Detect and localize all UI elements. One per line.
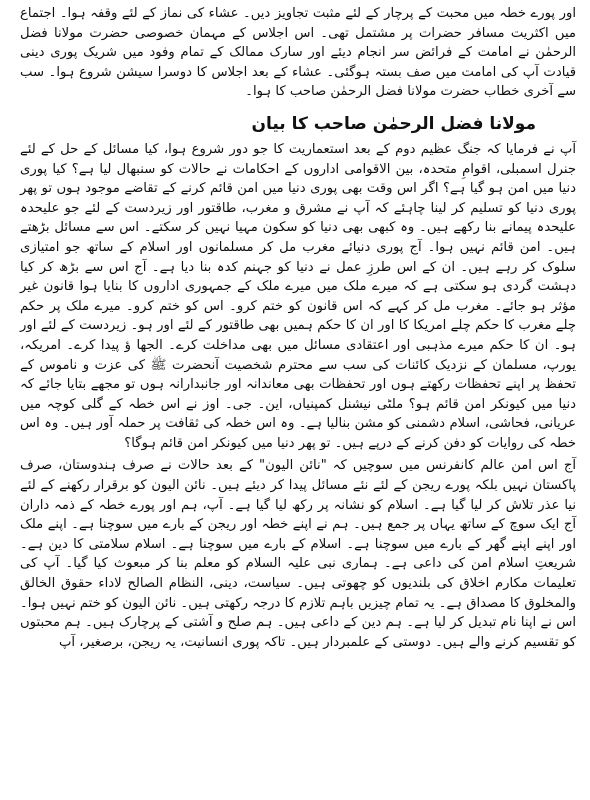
- intro-paragraph: اور پورے خطہ میں محبت کے پرچار کے لئے مثبت تجاویز دیں۔ عشاء کی نماز کے لئے وقفہ ہوا۔ اجتماع میں اکثریت مسافر حضرات پر مشتمل تھی۔ اس اجلاس کے مہمان خصوصی حضرت مولانا فضل الرحمٰن نے امامت کے فرائض سر انجام دیئے اور سارک ممالک کے تمام وفود میں شریک پوری دینی قیادت آپ کی امامت میں صف بستہ ہوگئی۔ عشاء کے بعد اجلاس کا دوسرا سیشن شروع ہوا۔ سب سے آخری خطاب حضرت مولانا فضل الرحمٰن صاحب کا ہوا۔: [20, 6, 576, 100]
- section-heading: مولانا فضل الرحمٰن صاحب کا بیان: [251, 113, 536, 134]
- body-paragraph-2: آج اس امن عالم کانفرنس میں سوچیں کہ "نائن الیون" کے بعد حالات نے صرف ہندوستان، صرف پاکستان نہیں بلکہ پورے ریجن کے لئے نئے مسائل پیدا کر دیئے ہیں۔ نائن الیون کو برقرار رکھنے کے لئے نیا عذر تلاش کر لیا گیا ہے۔ اسلام کو نشانہ پر رکھ لیا گیا ہے۔ آپ، ہم اور پورے خطہ کے ذمہ داران آج ایک سوچ کے ساتھ یہاں پر جمع ہیں۔ ہم نے اپنے خطہ اور ریجن کے بارے میں سوچنا ہے۔ اپنے ملک اور اپنے اپنے گھر کے بارے میں سوچنا ہے۔ اسلام کے بارے میں سوچنا ہے۔ اسلام سلامتی کا دین ہے۔ شریعتِ اسلام امن کی داعی ہے۔ ہماری نبی علیہ السلام کو معلم بنا کر مبعوث کیا گیا۔ آپ کی تعلیمات مکارم اخلاق کی بلندیوں کو چھوتی ہیں۔ سیاست، دینی، النظام الصالح لاداء حقوق الخالق والمخلوق کا مصداق ہے۔ یہ تمام چیزیں باہم تلازم کا درجہ رکھتی ہیں۔ نائن الیون کو ختم نہیں ہوا۔ اس نے اپنا نام تبدیل کر لیا ہے۔ ہم دین کے داعی ہیں۔ ہم صلح و آشتی کے پرچارک ہیں۔ ہم محبتوں کو تقسیم کرنے والے ہیں۔ دوستی کے علمبردار ہیں۔ تاکہ پوری انسانیت، یہ ریجن، برصغیر، آپ: [20, 458, 576, 650]
- body-paragraph-1: آپ نے فرمایا کہ جنگ عظیم دوم کے بعد استعماریت کا جو دور شروع ہوا، کیا مسائل کے حل کے لئے جنرل اسمبلی، اقوامِ متحدہ، بین الاقوامی اداروں کے احکامات نے حالات کو سنبھال لیا ہے؟ کیا پوری دنیا میں امن ہو گیا ہے؟ اگر اس وقت بھی پوری دنیا میں امن قائم کرنے کے تقاضے موجود ہوں تو پھر پوری دنیا کو تسلیم کر لینا چاہئے کہ آپ نے مشرق و مغرب، طاقتور اور زیردست کے لئے جو علیحدہ علیحدہ پیمانے بنا رکھے ہیں۔ وہ کبھی بھی دنیا کو سکون مہیا نہیں کر سکتے۔ اس سے مسائل بڑھتے ہیں۔ امن قائم نہیں ہوا۔ آج پوری دنیائے مغرب مل کر مسلمانوں اور اسلام کے ساتھ جو امتیازی سلوک کر رہے ہیں۔ ان کے اس طرزِ عمل نے دنیا کو جہنم کدہ بنا دیا ہے۔ آج اس سے بڑھ کر کیا دہشت گردی ہو سکتی ہے کہ میرے ملک میں میرے ملک کے جمہوری اداروں کا بنایا ہوا قانون غیر مؤثر ہو جائے۔ مغرب مل کر کہے کہ اس قانون کو ختم کرو۔ اس کو ختم کرو۔ میرے ملک پر حکم چلے مغرب کا حکم چلے امریکا کا اور ان کا حکم ہمیں بھی طاقتور کے لئے اور ہو۔ زیردست کے لئے اور ہو۔ ان کا حکم میرے مذہبی اور اعتقادی مسائل میں بھی مداخلت کرے۔ الجھا ؤ پیدا کرے۔ امریکہ، یورپ، مسلمان کے نزدیک کائنات کی سب سے محترم شخصیت آنحضرت ﷺ کی عزت و ناموس کے تحفظ پر اپنے تحفظات رکھتے ہوں اور تحفظات بھی معاندانہ اور جانبدارانہ ہوں تو مجھے بتایا جائے کہ دنیا میں کیونکر امن قائم ہو؟ ملٹی نیشنل کمپنیاں، این۔ جی۔ اوز نے اس خطہ کے گلی کوچہ میں عریانی، فحاشی، اسلام دشمنی کو مشن بنالیا ہے۔ وہ اس خطہ کی ثقافت پر حملہ آور ہیں۔ وہ اس خطہ کی روایات کو دفن کرنے کے درپے ہیں۔ تو پھر دنیا میں کیونکر امن قائم ہوگا؟: [20, 141, 576, 451]
